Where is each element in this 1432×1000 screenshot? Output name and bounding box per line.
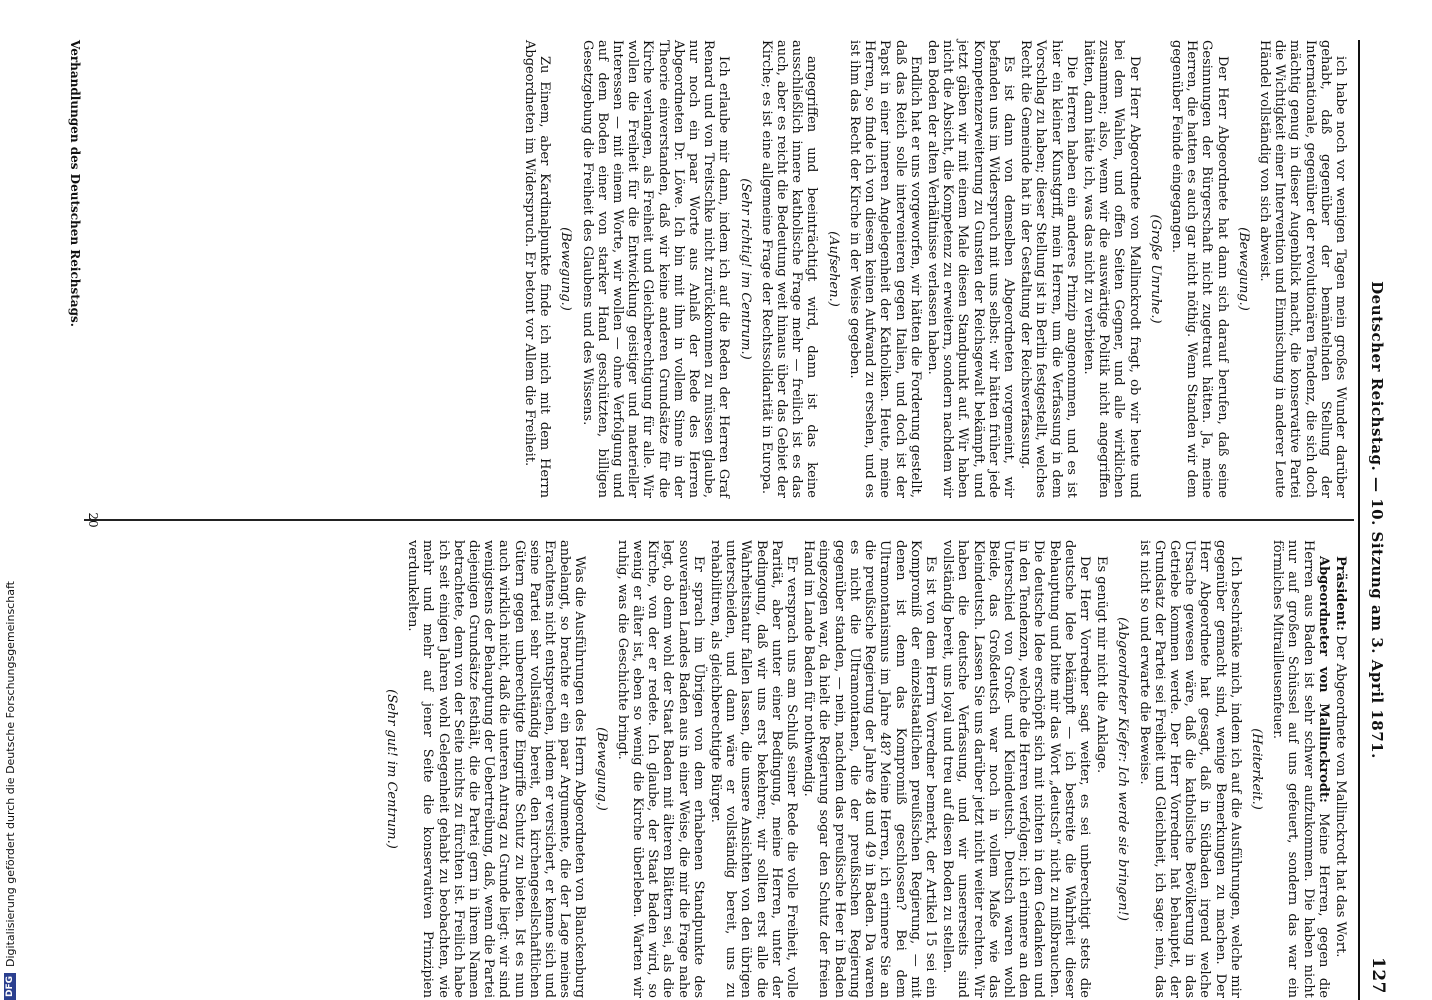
stage-direction: (Aufsehen.) xyxy=(825,231,841,307)
paragraph-text: Die Herren haben ein anderes Prinzip angenommen, und es ist hier ein kleiner Kunstgriff, mein Herren, um die Verfassung in dem Vorschlag zu haben; dieser Stellung ist in Berlin festgestellt, welches Recht die Gemeinde hat in der Gestaltung der Reichsverfassung. xyxy=(1018,40,1079,498)
paragraph xyxy=(925,40,1016,498)
speaker-name: Präsident: xyxy=(1333,556,1348,631)
left-column xyxy=(520,40,1348,498)
paragraph xyxy=(1333,540,1348,998)
paragraph-text: Was die Ausführungen des Herrn Abgeordneten von Blanckenburg anbelangt, so brachte er ein paar Argumente, die der Lage meines Erachtens nicht entsprechen, indem er versichert, er kenne sich und seine Partei sehr vollständig bereit, den kirchengesellschaftlichen Gütern gegen unberechtigte Eingriffe Schutz zu bieten. Ist es nun auch wirklich nicht, daß die unteren Antrag zu Grunde liegt: wir sind wenigstens der Behauptung der Uebertreibung, daß, wenn die Partei diejenigen Grundsätze festhält, die die Partei gern in ihrem Namen betrachtete, denn von der Seite nichts zu fürchten ist. Freilich habe ich seit einigen Jahren wohl Gelegenheit gehabt zu beobachten, wie mehr und mehr auf jener Seite die konservativen Prinzipien verdunkelten. xyxy=(405,540,588,998)
paragraph-text: Ich erlaube mir dann, indem ich auf die Reden der Herren Graf Renard und von Treitschke nicht zurückkommen zu müssen glaube, nur noch ein paar Worte aus Anlaß der Rede des Herren Abgeordneten Dr. Löwe. Ich bin mit ihm in vollem Sinne in der Theorie einverstanden, daß wir keine anderen Grundsätze für die Kirche verlangen, als Freiheit und Gleichberechtigung für alle. Wir wollen die Freiheit für die Entwicklung geistiger und materieller Interessen — mit einem Worte, wir wollen — ohne Verfolgung und auf dem Boden einer von starker Hand geschützten, billigen Gesetzgebung die Freiheit des Glaubens und des Wissens. xyxy=(579,40,732,498)
paragraph-text: Er sprach im Übrigen von dem erhabenen Standpunkte des souveränen Landes Baden aus in einer Weise, die mir die Frage nahe legt, ob denn wohl der Staat Baden mit älteren Blättern sei, als die Kirche, von der er redete. Ich glaube, der Staat Baden wird, so wenig er älter ist, eben so wenig die Kirche überleben. Warten wir ruhig, was die Geschichte bringt. xyxy=(614,540,706,998)
paragraph-text: Es ist von dem Herrn Vorredner bemerkt, der Artikel 15 sei ein Kompromiß der einzelstaatlichen preußischen Regierung, — mit denen ist denn das Kompromiß geschlossen? Bei dem Ultramontanismus im Jahre 48? Meine Herren, ich erinnere Sie an die preußische Regierung der Jahre 48 und 49 in Baden. Da waren es nicht die Ultramontanen, die der preußischen Regierung gegenüber standen, — nein, nachdem das preußische Heer in Baden eingezogen war, da hielt die Regierung sogar den Schutz der freien Hand im Lande Baden für nothwendig. xyxy=(801,540,938,998)
stage-direction: (Große Unruhe.) xyxy=(1147,214,1163,324)
paragraph xyxy=(847,40,923,498)
stage-direction: (Heiterkeit.) xyxy=(1248,728,1264,810)
paragraph-text: Er versprach uns am Schluß seiner Rede die volle Freiheit, volle Parität, aber unter einer Bedingung, meine Herren, unter der Bedingung, daß wir uns erst bekehren; wir sollten erst alle die Wahrheitsnatur fallen lassen, die unsere Ansichten von den übrigen unterscheiden, und dann wäre er vollständig bereit, uns zu rehabilitiren, als gleichberechtigte Bürger. xyxy=(708,540,800,998)
paragraph xyxy=(579,40,731,498)
paragraph xyxy=(708,540,799,998)
paragraph xyxy=(1270,540,1331,998)
paragraph xyxy=(1094,540,1109,998)
stage-direction: (Bewegung.) xyxy=(1235,227,1251,311)
digitization-credit-text: Digitalisierung gefördert durch die Deutsche Forschungsgemeinschaft xyxy=(3,581,17,967)
page-header-title: Deutscher Reichstag. — 10. Sitzung am 3. April 1871. xyxy=(1368,281,1386,759)
paragraph xyxy=(940,540,1092,998)
paragraph-text: Es genügt mir nicht die Anklage. xyxy=(1094,556,1110,774)
signature-mark: 20 xyxy=(86,512,100,528)
stage-direction: (Abgeordneter Kiefer: Ich werde sie bringen!) xyxy=(1115,617,1131,921)
paragraph-text: Der Herr Abgeordnete von Mallinckrodt fragt, ob wir heute und bei dem Wahlen, und offen Seiten Gegner, und alle wirklichen zusammen; also, wenn wir die auswärtige Politik nicht angegriffen hätten, dann hätte ich, was das nicht zu verbieten. xyxy=(1080,40,1142,498)
paragraph xyxy=(1169,40,1230,498)
page-header xyxy=(1360,40,1390,1000)
stage-direction: (Sehr gut! im Centrum.) xyxy=(384,689,400,849)
paragraph xyxy=(1018,40,1079,498)
digitization-credit xyxy=(2,0,18,1000)
stage-direction: (Sehr richtig! im Centrum.) xyxy=(737,178,753,360)
rotated-page-content xyxy=(60,40,1390,1000)
footer-title: Verhandlungen des Deutschen Reichstags. xyxy=(68,40,82,327)
dfg-logo: DFG xyxy=(4,973,16,1000)
paragraph-text: Der Abgeordnete von Mallinckrodt hat das Wort. xyxy=(1333,635,1348,958)
column-divider xyxy=(84,519,1354,521)
speaker-name: Abgeordneter von Mallinckrodt: xyxy=(1315,556,1331,803)
paragraph xyxy=(801,540,938,998)
stage-direction: (Bewegung.) xyxy=(593,727,609,811)
paragraph xyxy=(405,540,587,998)
paragraph-text: Zu Einem, aber Kardinalpunkte finde ich mich mit dem Herrn Abgeordneten im Widerspruch. Er betont vor Allem die Freiheit. xyxy=(522,40,553,498)
header-rule xyxy=(1358,40,1360,1000)
paragraph-text: Ich beschränke mich, indem ich auf die Ausführungen, welche mir gegenüber gemacht sind, wenige Bemerkungen zu machen. Der Herr Abgeordnete hat gesagt, daß in Südbaden irgend welche Ursache gewesen wäre, daß die katholische Bevölkerung in das Getriebe kommen werde. Der Herr Vorredner hat behauptet, der Grundsatz der Partei sei Freiheit und Gleichheit, ich sage: nein, das ist nicht so und erwarte die Beweise. xyxy=(1136,540,1243,998)
right-column xyxy=(378,540,1348,998)
paragraph xyxy=(759,40,820,498)
paragraph xyxy=(522,40,552,498)
paragraph-text: Es ist dann von demselben Abgeordneten vorgemeint, wir befanden uns im Widerspruch mit uns selbst: wir hätten früher jede Kompetenzerweiterung zu Gunsten der Reichsgewalt bekämpft, und jetzt gäben wir mit einem Male diesen Standpunkt auf. Wir haben nicht die Absicht, die Kompetenz zu erweitern, sondern nachdem wir den Boden der alten Verhältnisse verlassen haben. xyxy=(924,40,1016,498)
page-number: 127 xyxy=(1368,957,1388,994)
paragraph-text: angegriffen und beeinträchtigt wird, dann ist das keine ausschließlich innere katholische Frage mehr — freilich ist es das auch, aber es reicht die Bedeutung weit hinaus über das Gebiet der Kirche; es ist eine allgemeine Frage der Rechtssolidarität in Europa. xyxy=(758,40,820,498)
stage-direction: (Bewegung.) xyxy=(558,227,574,311)
paragraph-text: ich habe noch vor wenigen Tagen mein großes Wunder darüber gehabt, daß gegenüber der bemäntelnden Stellung der Internationale, gegenüber der revolutionären Tendenz, die sich doch mächtig genug in dieser Augenblick macht, die konservative Partei die Wichtigkeit einer Intervention und Einmischung in anderer Leute Händel vollständig von sich abweist. xyxy=(1256,40,1348,498)
paragraph-text: Meine Herren, gegen die Herren aus Baden ist sehr schwer aufzukommen. Die haben nicht nur auf großen Schüssel auf uns gefeuert, sondern das war ein förmliches Mitrailleusenfeuer. xyxy=(1270,540,1331,999)
paragraph xyxy=(615,540,706,998)
paragraph xyxy=(1081,40,1142,498)
paragraph xyxy=(1257,40,1348,498)
paragraph-text: Der Herr Vorredner sagt weiter, es sei unberechtigt stets die deutsche Idee bekämpft — ich bestreite die Wahrheit dieser Behauptung und bitte mir das Wort „deutsch“ nicht zu mißbrauchen. Die deutsche Idee erschöpft sich mit nichten in dem Gedanken und in den Tendenzen, welche die Herren verfolgen; ich erinnere an den Unterschied von Groß- und Kleindeutsch. Deutsch waren wohl Beide, das Großdeutsch war noch in vollem Maße wie das Kleindeutsch. Lassen Sie uns darüber jetzt nicht weiter rechten. Wir haben die deutsche Verfassung, und wir unsererseits sind vollständig bereit, uns loyal und treu auf diesen Boden zu stellen. xyxy=(940,540,1092,998)
paragraph-text: Der Herr Abgeordnete hat dann sich darauf berufen, daß seine Gesinnungen der Bürgerschaft nicht zugetraut hätten. Ja, meine Herren, die hatten es auch gar nicht nöthig. Wenn Standen wir dem gegenüber Feinde eingegangen. xyxy=(1168,40,1230,498)
paragraph xyxy=(1136,540,1242,998)
paragraph-text: Endlich hat er uns vorgeworfen, wir hätten die Forderung gestellt, daß das Reich solle intervenieren gegen Italien, und doch ist der Papst in einer inneren Angelegenheit der Katholiken. Heute, meine Herren, so finde ich von diesem keinen Aufwand zu ersehen, und es ist ihm das Recht der Kirche in der Weise gegeben. xyxy=(846,40,923,498)
